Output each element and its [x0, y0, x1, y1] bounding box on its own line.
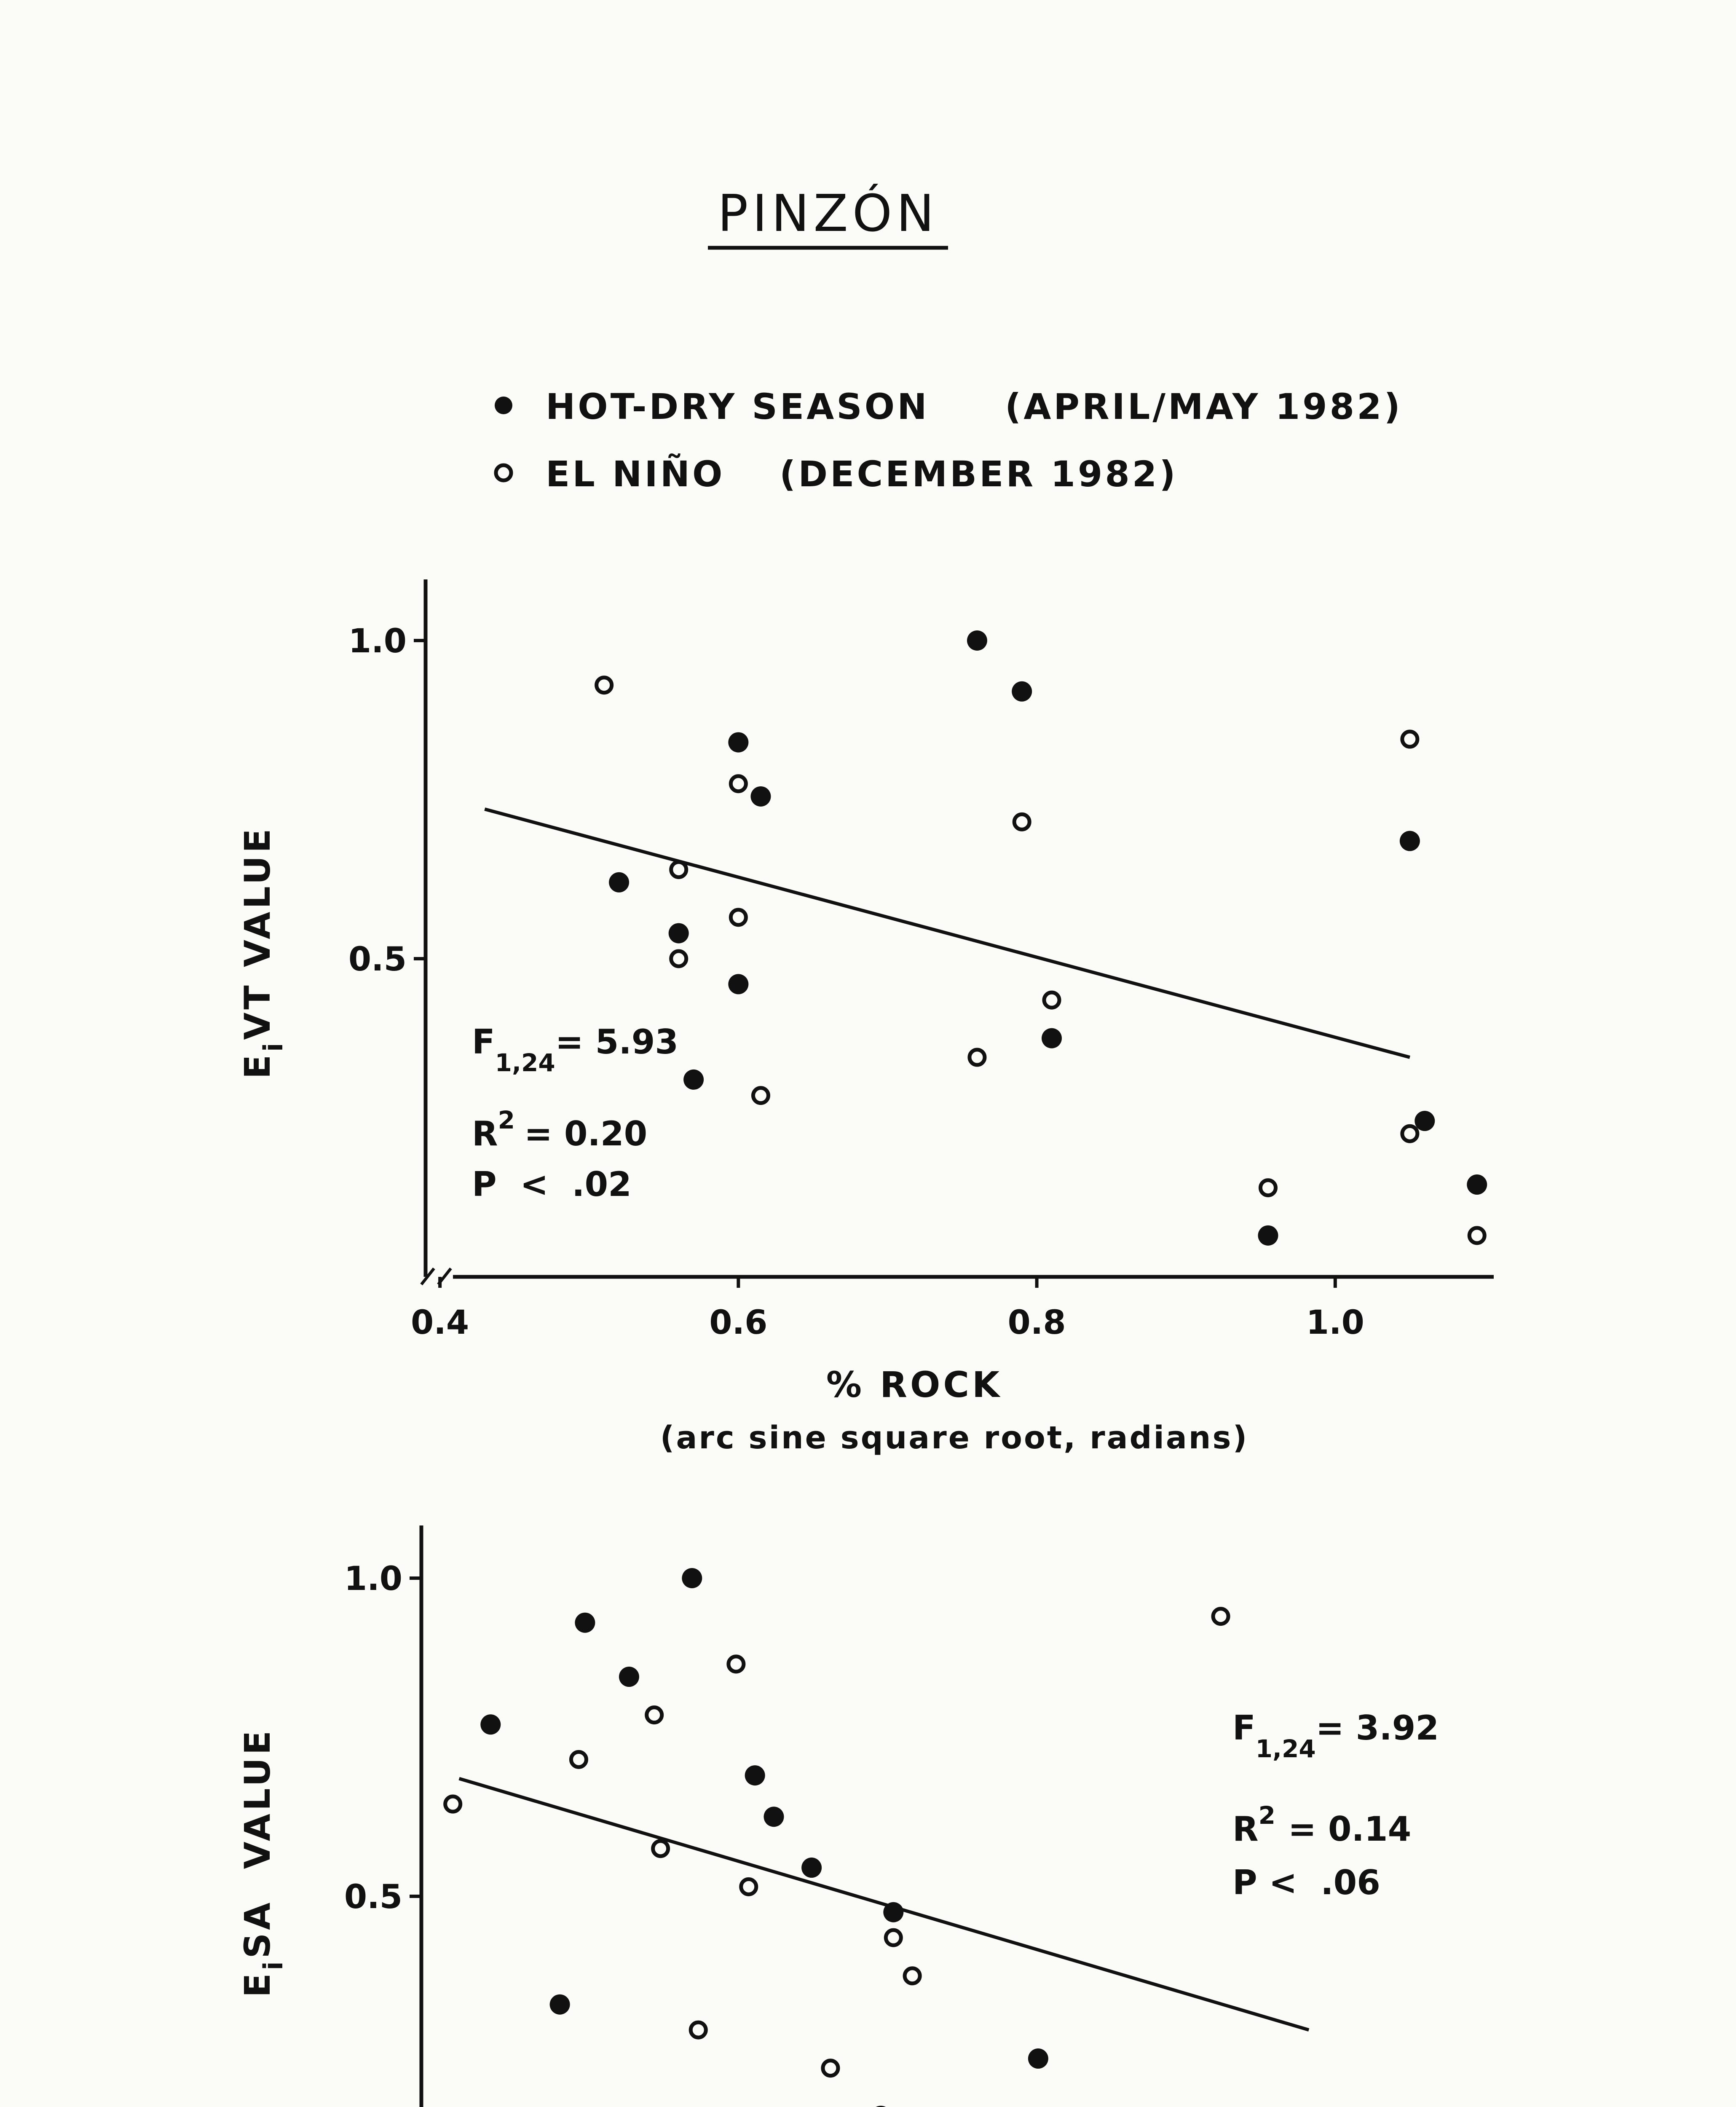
chart-foods-hot-dry-point [801, 1858, 822, 1878]
chart-foods-f-value: = 3.92 [1315, 1708, 1439, 1748]
chart-foods-f-sub: 1,24 [1255, 1734, 1316, 1763]
chart-rock-el-nino-point [731, 776, 746, 791]
legend [495, 386, 1403, 495]
chart-rock-y-label-post: VT VALUE [237, 826, 278, 1040]
chart-foods-el-nino-point [691, 2022, 706, 2037]
chart-foods-p-value: P < .06 [1232, 1863, 1380, 1902]
chart-rock-y-label-pre: E [237, 1051, 278, 1079]
chart-rock-hot-dry-point [1258, 1225, 1278, 1246]
chart-rock-el-nino-point [1469, 1228, 1484, 1243]
chart-foods-stats [1232, 1708, 1439, 1902]
chart-rock-y-label-sub: i [258, 1040, 289, 1052]
chart-foods-hot-dry-point [745, 1765, 765, 1785]
chart-foods-y-label-post: SA VALUE [237, 1727, 278, 1959]
legend-open-marker [496, 465, 511, 480]
chart-rock-el-nino-point [1260, 1180, 1275, 1196]
chart-foods-el-nino-point [823, 2061, 838, 2076]
legend-filled-marker [495, 397, 512, 414]
chart-rock-el-nino-point [970, 1050, 985, 1065]
chart-rock-hot-dry-point [1415, 1111, 1435, 1131]
chart-rock-f-value: = 5.93 [555, 1022, 679, 1062]
chart-foods-el-nino-point [571, 1752, 586, 1767]
chart-rock-hot-dry-point [967, 630, 987, 651]
chart-rock-el-nino-point [671, 951, 686, 966]
chart-foods-points [445, 1568, 1266, 2107]
chart-rock-hot-dry-point [1467, 1174, 1487, 1195]
chart-rock-hot-dry-point [683, 1070, 704, 1090]
chart-rock-hot-dry-point [1400, 831, 1420, 851]
chart-rock-hot-dry-point [669, 923, 689, 944]
chart-rock-el-nino-point [1402, 1126, 1417, 1141]
chart-foods-f-label: F [1232, 1708, 1256, 1748]
chart-rock-r2-label: R [472, 1114, 498, 1153]
chart-rock-x-label: % ROCK [826, 1364, 1003, 1405]
chart-rock-el-nino-point [1044, 992, 1059, 1008]
svg-text:EiSA VALUE [237, 1728, 289, 1997]
chart-foods-y-label-sub: i [258, 1958, 289, 1970]
chart-rock-x-tick-label: 1.0 [1306, 1304, 1364, 1342]
chart-rock-x-tick-label: 0.6 [709, 1304, 768, 1342]
chart-rock-f-label: F [472, 1022, 495, 1062]
chart-foods-hot-dry-point [619, 1667, 639, 1687]
chart-foods-el-nino-point [1213, 1609, 1228, 1624]
chart-rock-hot-dry-point [728, 974, 748, 994]
chart-rock-x-tick-label: 0.8 [1007, 1304, 1066, 1342]
chart-foods-y-label [237, 1728, 289, 1997]
svg-text:R2= 0.20 [472, 1106, 647, 1153]
chart-foods-r2-sup: 2 [1258, 1801, 1275, 1830]
chart-rock-el-nino-point [1402, 732, 1417, 747]
chart-rock [237, 579, 1494, 1456]
chart-rock-points [597, 630, 1487, 1246]
chart-foods-el-nino-point [905, 1968, 920, 1984]
chart-rock-hot-dry-point [750, 786, 771, 807]
chart-rock-hot-dry-point [728, 732, 748, 753]
chart-rock-ticks [348, 622, 1364, 1342]
chart-foods-el-nino-point [653, 1841, 668, 1856]
chart-foods-r2-value: = 0.14 [1288, 1809, 1412, 1849]
legend-hot-dry-label: HOT-DRY SEASON [546, 386, 930, 427]
figure-title: PINZÓN [718, 185, 938, 243]
chart-foods-hot-dry-point [1028, 2048, 1048, 2069]
chart-rock-el-nino-point [731, 910, 746, 925]
chart-foods-hot-dry-point [682, 1568, 702, 1588]
chart-rock-hot-dry-point [609, 872, 629, 893]
chart-rock-y-tick-label: 1.0 [348, 622, 407, 660]
legend-hot-dry-period: (APRIL/MAY 1982) [1005, 386, 1403, 427]
chart-rock-f-sub: 1,24 [495, 1048, 555, 1077]
chart-foods [237, 1525, 1439, 2107]
svg-text:EiVT VALUE [237, 826, 289, 1079]
chart-foods-el-nino-point [886, 1930, 901, 1945]
chart-foods-el-nino-point [729, 1657, 744, 1672]
svg-text:F1,24= 3.92 [1232, 1708, 1439, 1763]
svg-text:F1,24= 5.93 [472, 1022, 678, 1077]
chart-foods-y-tick-label: 1.0 [344, 1560, 402, 1598]
chart-rock-regression-line [485, 809, 1410, 1057]
chart-rock-el-nino-point [1014, 814, 1029, 829]
chart-foods-el-nino-point [741, 1879, 756, 1894]
svg-text:R2= 0.14 [1232, 1801, 1411, 1849]
chart-foods-hot-dry-point [550, 1994, 570, 2015]
chart-foods-hot-dry-point [575, 1613, 595, 1633]
chart-foods-el-nino-point [647, 1708, 662, 1723]
chart-rock-el-nino-point [597, 678, 612, 693]
chart-foods-regression-line [459, 1779, 1309, 2030]
chart-rock-y-label [237, 826, 289, 1079]
chart-foods-y-label-pre: E [237, 1970, 278, 1998]
chart-rock-hot-dry-point [1042, 1028, 1062, 1048]
legend-el-nino-label: EL NIÑO [546, 453, 725, 495]
chart-foods-hot-dry-point [480, 1714, 501, 1734]
chart-rock-r2-value: = 0.20 [524, 1114, 648, 1153]
chart-rock-hot-dry-point [1012, 681, 1032, 702]
chart-rock-x-sublabel: (arc sine square root, radians) [660, 1420, 1249, 1456]
chart-rock-r2-sup: 2 [498, 1106, 515, 1134]
legend-el-nino-period: (DECEMBER 1982) [780, 453, 1178, 495]
chart-foods-r2-label: R [1232, 1809, 1259, 1849]
chart-rock-p-value: P < .02 [472, 1165, 632, 1204]
chart-foods-y-tick-label: 0.5 [344, 1878, 402, 1916]
chart-foods-el-nino-point [445, 1796, 461, 1812]
chart-rock-x-tick-label: 0.4 [411, 1304, 469, 1342]
chart-foods-hot-dry-point [764, 1807, 784, 1827]
chart-rock-stats [472, 1022, 678, 1204]
chart-rock-el-nino-point [753, 1088, 768, 1103]
chart-rock-y-tick-label: 0.5 [348, 941, 407, 978]
